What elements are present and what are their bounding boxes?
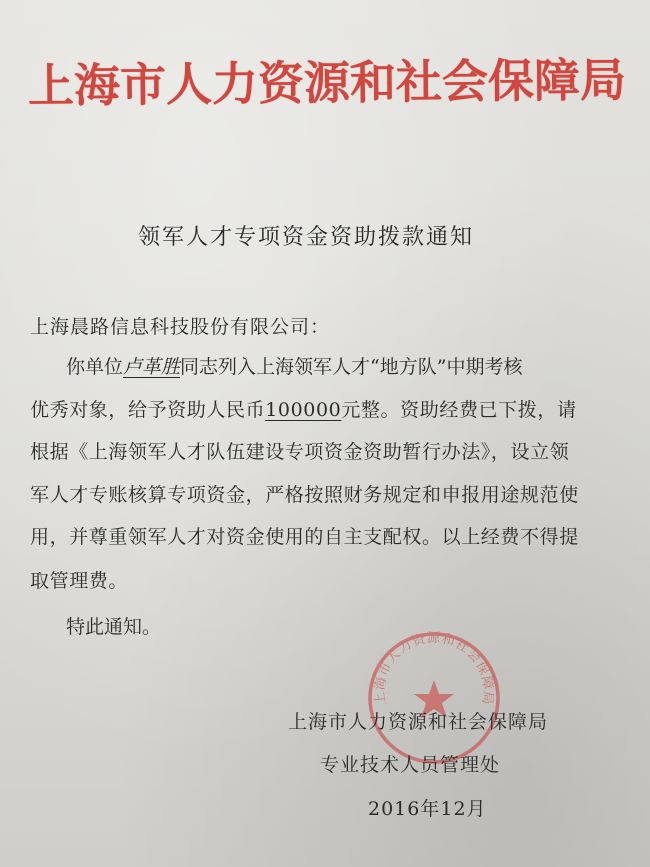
- body-line-6: 取管理费。: [30, 570, 129, 592]
- body-line-5: 用，并尊重领军人才对资金使用的自主支配权。以上经费不得提: [30, 526, 579, 548]
- letterhead: 上海市人力资源和社会保障局: [27, 52, 627, 113]
- addressee: 上海晨路信息科技股份有限公司：: [30, 316, 331, 338]
- document-title: 领军人才专项资金资助拨款通知: [138, 225, 475, 250]
- body-line-1: [66, 352, 522, 379]
- body-line-2: [30, 395, 577, 422]
- signature-dept: 专业技术人员管理处: [320, 754, 501, 776]
- official-seal: [364, 628, 504, 768]
- closing-text: 特此通知。: [66, 616, 162, 638]
- person-name: 卢革胜: [123, 356, 181, 378]
- body-line-1-prefix: 你单位: [66, 356, 124, 378]
- funding-amount: 100000: [265, 399, 342, 421]
- body-line-2-suffix: 元整。资助经费已下拨，请: [341, 399, 577, 421]
- body-line-3: 根据《上海领军人才队伍建设专项资金资助暂行办法》，设立领: [30, 441, 570, 463]
- signature-date: 2016年12月: [368, 798, 487, 820]
- signature-org: 上海市人力资源和社会保障局: [288, 711, 549, 733]
- body-line-4: 军人才专账核算专项资金，严格按照财务规定和申报用途规范使: [30, 484, 579, 506]
- seal-text: 上海市人力资源和社会保障局: [372, 631, 496, 707]
- body-line-1-suffix: 同志列入上海领军人才“地方队”中期考核: [180, 356, 523, 378]
- body-line-2-prefix: 优秀对象，给予资助人民币: [30, 399, 266, 421]
